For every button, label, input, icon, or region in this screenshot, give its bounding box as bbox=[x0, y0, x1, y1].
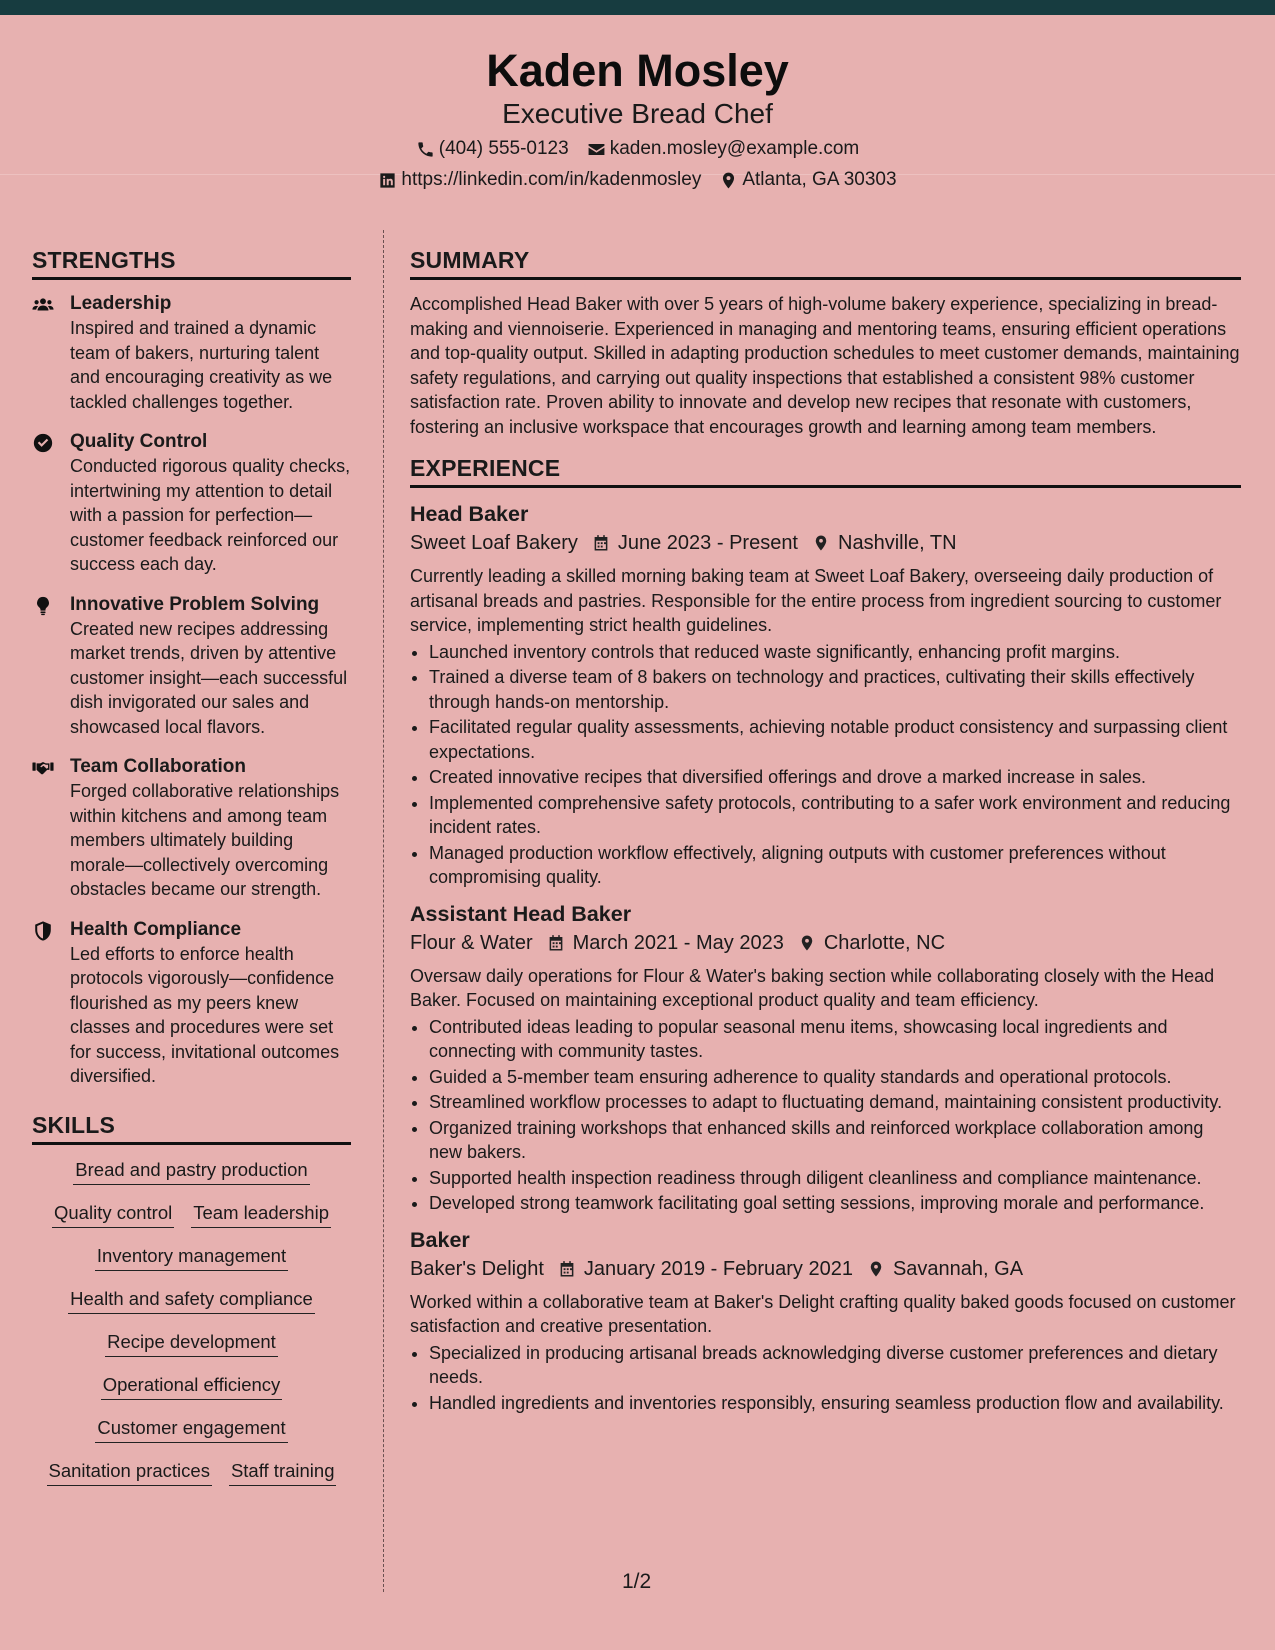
job-bullet: • Guided a 5-member team ensuring adherence to quality standards and operational protocols. bbox=[429, 1065, 1241, 1090]
strength-item bbox=[32, 430, 351, 577]
job-bullet: • Supported health inspection readiness through diligent cleanliness and compliance maintenance. bbox=[429, 1166, 1241, 1191]
skills-row bbox=[101, 1372, 283, 1400]
job-location: Nashville, TN bbox=[838, 532, 957, 554]
contact-row-1 bbox=[0, 136, 1275, 162]
job-bullet: • Contributed ideas leading to popular seasonal menu items, showcasing local ingredients and connecting with community tastes. bbox=[429, 1015, 1241, 1064]
skills-heading: SKILLS bbox=[32, 1111, 351, 1145]
job-bullet: • Created innovative recipes that diversified offerings and drove a marked increase in sales. bbox=[429, 765, 1241, 790]
job-meta bbox=[410, 928, 1241, 958]
handshake-icon bbox=[32, 757, 54, 779]
skill-tag: Recipe development bbox=[105, 1329, 278, 1357]
job-description: Currently leading a skilled morning baking team at Sweet Loaf Bakery, overseeing daily production of artisanal breads and pastries. Responsible for the entire process from ingredient sourcing to customer service, implementing strict health guidelines. bbox=[410, 566, 1222, 635]
strength-item bbox=[32, 755, 351, 902]
job-dates-group bbox=[558, 1254, 853, 1284]
job-bullet: • Launched inventory controls that reduced waste significantly, enhancing profit margins. bbox=[429, 640, 1241, 665]
candidate-name: Kaden Mosley bbox=[486, 45, 789, 96]
job-dates-group bbox=[547, 928, 784, 958]
job-location: Charlotte, NC bbox=[823, 931, 946, 954]
linkedin-contact[interactable] bbox=[378, 167, 701, 193]
job-dates: January 2019 - February 2021 bbox=[583, 1257, 853, 1280]
right-column bbox=[410, 246, 1241, 1425]
job-meta bbox=[410, 1254, 1241, 1284]
job-dates: March 2021 - May 2023 bbox=[572, 931, 784, 954]
strength-description: Forged collaborative relationships within kitchens and among team members ultimately building morale—collectively overcoming obstacles became our strength. bbox=[70, 781, 340, 899]
job-dates-group bbox=[592, 528, 798, 558]
map-pin-icon bbox=[812, 534, 830, 552]
skill-tag: Staff training bbox=[229, 1458, 337, 1486]
job-bullet: • Organized training workshops that enhanced skills and reinforced workplace collaboration among new bakers. bbox=[429, 1116, 1241, 1165]
job-title: Assistant Head Baker bbox=[410, 901, 632, 926]
page-number: 1/2 bbox=[622, 1570, 652, 1593]
strength-description: Led efforts to enforce health protocols vigorously—confidence flourished as my peers knew classes and procedures were set for success, invitational outcomes diversified. bbox=[70, 943, 340, 1086]
summary-heading: SUMMARY bbox=[410, 246, 1241, 280]
shield-icon bbox=[32, 920, 54, 942]
phone-icon bbox=[416, 140, 435, 159]
calendar-icon bbox=[592, 534, 610, 552]
skills-row bbox=[52, 1200, 331, 1228]
strength-title: Quality Control bbox=[70, 431, 208, 452]
skills-row bbox=[73, 1157, 309, 1185]
job-bullet: • Specialized in producing artisanal breads acknowledging diverse customer preferences and dietary needs. bbox=[429, 1341, 1241, 1390]
skills-list bbox=[32, 1157, 351, 1501]
email-text[interactable]: kaden.mosley@example.com bbox=[609, 138, 860, 159]
job-bullet: • Streamlined workflow processes to adapt to fluctuating demand, maintaining consistent productivity. bbox=[429, 1090, 1241, 1115]
job-entry bbox=[410, 900, 1241, 1216]
strength-item bbox=[32, 593, 351, 740]
skill-tag: Inventory management bbox=[95, 1243, 288, 1271]
job-bullets bbox=[410, 1341, 1241, 1416]
skills-row bbox=[95, 1243, 288, 1271]
skill-tag: Health and safety compliance bbox=[68, 1286, 315, 1314]
skills-row bbox=[95, 1415, 287, 1443]
job-bullet: • Managed production workflow effectively, aligning outputs with customer preferences without compromising quality. bbox=[429, 841, 1241, 890]
job-bullet: • Handled ingredients and inventories responsibly, ensuring seamless production flow and availability. bbox=[429, 1391, 1241, 1416]
phone-text: (404) 555-0123 bbox=[438, 138, 569, 159]
linkedin-icon bbox=[378, 171, 397, 190]
skills-row bbox=[105, 1329, 278, 1357]
map-pin-icon bbox=[798, 934, 816, 952]
skills-row bbox=[68, 1286, 315, 1314]
users-icon bbox=[32, 294, 54, 316]
column-divider bbox=[383, 230, 384, 1592]
email-contact[interactable] bbox=[587, 136, 860, 162]
job-bullets bbox=[410, 1015, 1241, 1216]
map-pin-icon bbox=[719, 171, 738, 190]
strength-description: Created new recipes addressing market trends, driven by attentive customer insight—each successful dish invigorated our sales and showcased local flavors. bbox=[70, 618, 348, 737]
job-company: Flour & Water bbox=[410, 931, 533, 954]
job-dates: June 2023 - Present bbox=[617, 532, 798, 554]
job-location: Savannah, GA bbox=[892, 1257, 1024, 1280]
job-bullet: • Developed strong teamwork facilitating goal setting sessions, improving morale and performance. bbox=[429, 1191, 1241, 1216]
skill-tag: Bread and pastry production bbox=[73, 1157, 309, 1185]
job-location-group bbox=[867, 1254, 1023, 1284]
phone-contact bbox=[416, 136, 569, 162]
resume-header bbox=[0, 15, 1275, 190]
strengths-heading: STRENGTHS bbox=[32, 246, 351, 280]
calendar-icon bbox=[547, 934, 565, 952]
envelope-icon bbox=[587, 140, 606, 159]
skill-tag: Customer engagement bbox=[95, 1415, 287, 1443]
job-description: Worked within a collaborative team at Baker's Delight crafting quality baked goods focused on customer satisfaction and creative presentation. bbox=[410, 1291, 1236, 1336]
strength-title: Innovative Problem Solving bbox=[70, 593, 320, 615]
check-circle-icon bbox=[32, 432, 54, 454]
job-title: Head Baker bbox=[410, 502, 529, 526]
top-accent-bar bbox=[0, 0, 1275, 15]
candidate-title: Executive Bread Chef bbox=[502, 98, 773, 129]
strength-title: Leadership bbox=[70, 293, 172, 314]
map-pin-icon bbox=[867, 1260, 885, 1278]
location-contact bbox=[719, 167, 896, 193]
skills-row bbox=[47, 1458, 337, 1486]
strength-description: Conducted rigorous quality checks, intertwining my attention to detail with a passion for perfection—customer feedback reinforced our success each day. bbox=[70, 456, 351, 574]
job-meta bbox=[410, 528, 1241, 558]
skill-tag: Operational efficiency bbox=[101, 1372, 283, 1400]
left-column bbox=[32, 246, 351, 1501]
strength-item bbox=[32, 918, 351, 1089]
strength-title: Team Collaboration bbox=[70, 756, 246, 777]
location-text: Atlanta, GA 30303 bbox=[742, 169, 897, 190]
job-location-group bbox=[812, 528, 957, 558]
skill-tag: Team leadership bbox=[191, 1200, 331, 1228]
job-bullet: • Implemented comprehensive safety protocols, contributing to a safer work environment and reducing incident rates. bbox=[429, 791, 1241, 840]
job-entry bbox=[410, 500, 1241, 890]
skill-tag: Sanitation practices bbox=[47, 1458, 212, 1486]
calendar-icon bbox=[558, 1260, 576, 1278]
linkedin-text[interactable]: https://linkedin.com/in/kadenmosley bbox=[401, 169, 702, 190]
job-bullet: • Trained a diverse team of 8 bakers on technology and practices, cultivating their skills effectively through hands-on mentorship. bbox=[429, 665, 1241, 714]
strength-title: Health Compliance bbox=[70, 918, 242, 940]
contact-row-2 bbox=[0, 167, 1275, 193]
job-company: Sweet Loaf Bakery bbox=[410, 532, 578, 554]
job-title: Baker bbox=[410, 1227, 470, 1252]
job-location-group bbox=[798, 928, 945, 958]
job-entry bbox=[410, 1226, 1241, 1416]
summary-text: Accomplished Head Baker with over 5 years of high-volume bakery experience, specializing in bread-making and viennoiserie. Experienced in managing and mentoring teams, ensuring efficient operations and top-quality output. Skilled in adapting production schedules to meet customer demands, maintaining safety regulations, and carrying out quality inspections that established a consistent 98% customer satisfaction rate. Proven ability to innovate and develop new recipes that resonate with customers, fostering an inclusive workspace that encourages growth and learning among team members. bbox=[410, 294, 1240, 437]
lightbulb-icon bbox=[32, 595, 54, 617]
strength-description: Inspired and trained a dynamic team of bakers, nurturing talent and encouraging creativity as we tackled challenges together. bbox=[70, 318, 333, 412]
job-description: Oversaw daily operations for Flour & Water's baking section while collaborating closely with the Head Baker. Focused on maintaining exceptional product quality and team efficiency. bbox=[410, 965, 1215, 1010]
skill-tag: Quality control bbox=[52, 1200, 174, 1228]
job-bullets bbox=[410, 640, 1241, 890]
job-bullet: • Facilitated regular quality assessments, achieving notable product consistency and surpassing client expectations. bbox=[429, 715, 1241, 764]
strength-item bbox=[32, 292, 351, 414]
experience-heading: EXPERIENCE bbox=[410, 454, 1241, 488]
job-company: Baker's Delight bbox=[410, 1257, 544, 1280]
